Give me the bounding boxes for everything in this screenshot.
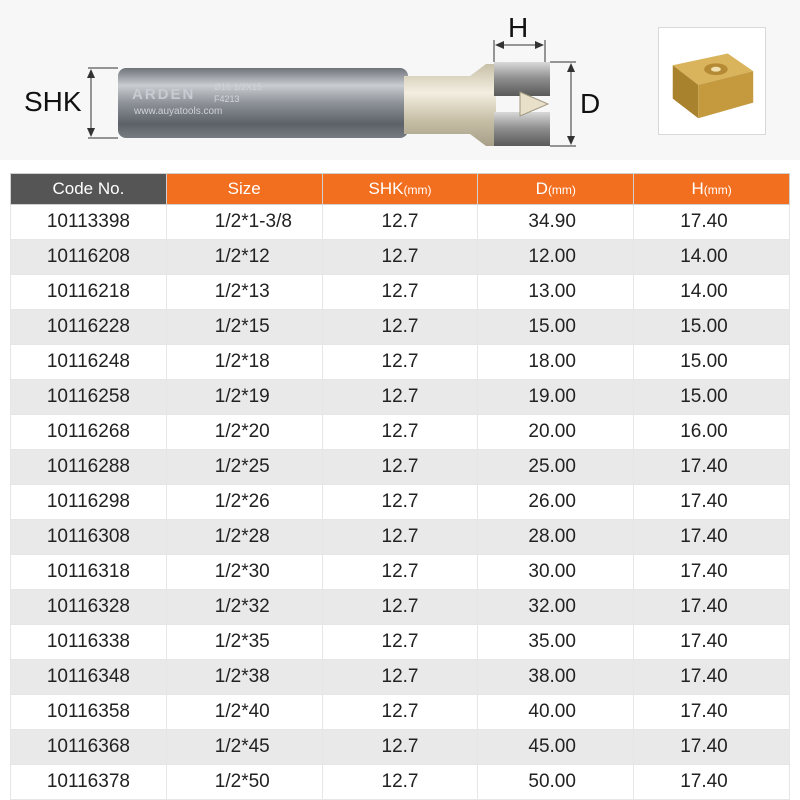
- h-dimension-label: H: [508, 12, 529, 43]
- cell-code: 10116218: [11, 275, 167, 310]
- cell-shk: 12.7: [322, 450, 478, 485]
- cell-code: 10116248: [11, 345, 167, 380]
- cell-h: 17.40: [634, 205, 790, 240]
- product-diagram-area: [0, 0, 800, 160]
- cell-size: 1/2*15: [166, 310, 322, 345]
- table-row: [11, 310, 790, 345]
- cell-size: 1/2*50: [166, 765, 322, 800]
- cell-shk: 12.7: [322, 730, 478, 765]
- cell-code: 10116268: [11, 415, 167, 450]
- cell-shk: 12.7: [322, 555, 478, 590]
- size-engraving: Ø16 1/2X15: [214, 82, 263, 92]
- cell-size: 1/2*25: [166, 450, 322, 485]
- cell-size: 1/2*32: [166, 590, 322, 625]
- cell-d: 28.00: [478, 520, 634, 555]
- cell-h: 17.40: [634, 450, 790, 485]
- cell-d: 15.00: [478, 310, 634, 345]
- cell-size: 1/2*28: [166, 520, 322, 555]
- table-row: [11, 660, 790, 695]
- cell-h: 17.40: [634, 765, 790, 800]
- cell-size: 1/2*45: [166, 730, 322, 765]
- cell-h: 17.40: [634, 520, 790, 555]
- cell-code: 10116328: [11, 590, 167, 625]
- header-code: Code No.: [11, 174, 167, 205]
- cell-code: 10116288: [11, 450, 167, 485]
- cell-d: 34.90: [478, 205, 634, 240]
- cell-shk: 12.7: [322, 345, 478, 380]
- cell-d: 40.00: [478, 695, 634, 730]
- cell-shk: 12.7: [322, 380, 478, 415]
- table-row: [11, 205, 790, 240]
- cell-d: 26.00: [478, 485, 634, 520]
- cell-shk: 12.7: [322, 240, 478, 275]
- cell-code: 10116298: [11, 485, 167, 520]
- bit-body: [404, 64, 496, 146]
- shk-dimension-label: SHK: [24, 86, 82, 117]
- cell-size: 1/2*18: [166, 345, 322, 380]
- cell-code: 10113398: [11, 205, 167, 240]
- cell-shk: 12.7: [322, 485, 478, 520]
- workpiece-thumbnail: [658, 27, 766, 135]
- cell-shk: 12.7: [322, 695, 478, 730]
- cell-d: 25.00: [478, 450, 634, 485]
- cell-size: 1/2*19: [166, 380, 322, 415]
- cell-code: 10116228: [11, 310, 167, 345]
- cell-code: 10116338: [11, 625, 167, 660]
- cell-shk: 12.7: [322, 275, 478, 310]
- cell-d: 32.00: [478, 590, 634, 625]
- cell-h: 15.00: [634, 380, 790, 415]
- cell-size: 1/2*26: [166, 485, 322, 520]
- cell-shk: 12.7: [322, 520, 478, 555]
- cell-code: 10116308: [11, 520, 167, 555]
- cell-d: 45.00: [478, 730, 634, 765]
- cell-shk: 12.7: [322, 590, 478, 625]
- cell-h: 17.40: [634, 485, 790, 520]
- cell-h: 15.00: [634, 345, 790, 380]
- cell-size: 1/2*13: [166, 275, 322, 310]
- cell-d: 13.00: [478, 275, 634, 310]
- table-row: [11, 485, 790, 520]
- cell-h: 17.40: [634, 590, 790, 625]
- cell-code: 10116348: [11, 660, 167, 695]
- table-row: [11, 625, 790, 660]
- cell-shk: 12.7: [322, 205, 478, 240]
- cell-code: 10116318: [11, 555, 167, 590]
- cell-shk: 12.7: [322, 765, 478, 800]
- router-bit-diagram: [0, 0, 640, 160]
- specification-table: [10, 173, 790, 800]
- cell-size: 1/2*12: [166, 240, 322, 275]
- shank: [118, 68, 408, 138]
- table-row: [11, 590, 790, 625]
- table-row: [11, 730, 790, 765]
- cell-h: 16.00: [634, 415, 790, 450]
- website-engraving: www.auyatools.com: [134, 106, 223, 117]
- cell-h: 14.00: [634, 240, 790, 275]
- cell-size: 1/2*30: [166, 555, 322, 590]
- cell-h: 15.00: [634, 310, 790, 345]
- cell-size: 1/2*40: [166, 695, 322, 730]
- wood-block-image: [659, 28, 765, 134]
- cell-size: 1/2*20: [166, 415, 322, 450]
- cell-h: 17.40: [634, 625, 790, 660]
- cell-code: 10116358: [11, 695, 167, 730]
- cell-d: 35.00: [478, 625, 634, 660]
- header-h: H(mm): [634, 174, 790, 205]
- header-shk: SHK(mm): [322, 174, 478, 205]
- cell-d: 20.00: [478, 415, 634, 450]
- table-row: [11, 380, 790, 415]
- cell-code: 10116378: [11, 765, 167, 800]
- cell-code: 10116368: [11, 730, 167, 765]
- code-engraving: F4213: [214, 94, 240, 104]
- cell-d: 38.00: [478, 660, 634, 695]
- cell-shk: 12.7: [322, 310, 478, 345]
- cell-d: 18.00: [478, 345, 634, 380]
- header-size: Size: [166, 174, 322, 205]
- table-row: [11, 240, 790, 275]
- brand-engraving: ARDEN: [132, 86, 196, 103]
- cell-h: 14.00: [634, 275, 790, 310]
- cell-shk: 12.7: [322, 625, 478, 660]
- cell-h: 17.40: [634, 695, 790, 730]
- cell-d: 19.00: [478, 380, 634, 415]
- cell-shk: 12.7: [322, 660, 478, 695]
- table-header-row: [11, 174, 790, 205]
- table-row: [11, 450, 790, 485]
- table-row: [11, 415, 790, 450]
- carbide-bottom: [494, 112, 550, 146]
- table-row: [11, 695, 790, 730]
- table-row: [11, 520, 790, 555]
- cell-code: 10116258: [11, 380, 167, 415]
- carbide-top: [494, 62, 550, 96]
- cell-size: 1/2*38: [166, 660, 322, 695]
- table-row: [11, 275, 790, 310]
- cell-size: 1/2*35: [166, 625, 322, 660]
- cell-d: 30.00: [478, 555, 634, 590]
- table-row: [11, 345, 790, 380]
- cell-h: 17.40: [634, 555, 790, 590]
- header-d: D(mm): [478, 174, 634, 205]
- cell-d: 12.00: [478, 240, 634, 275]
- cell-size: 1/2*1-3/8: [166, 205, 322, 240]
- d-dimension-label: D: [580, 88, 601, 119]
- table-row: [11, 555, 790, 590]
- cell-h: 17.40: [634, 730, 790, 765]
- cell-shk: 12.7: [322, 415, 478, 450]
- cell-code: 10116208: [11, 240, 167, 275]
- table-row: [11, 765, 790, 800]
- cell-h: 17.40: [634, 660, 790, 695]
- cell-d: 50.00: [478, 765, 634, 800]
